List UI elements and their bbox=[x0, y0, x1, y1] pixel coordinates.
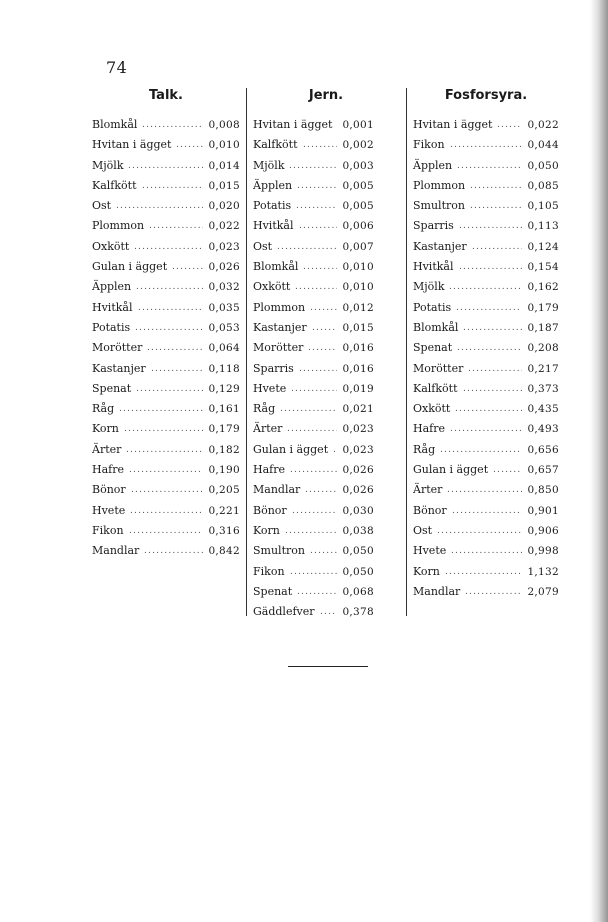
closing-rule bbox=[288, 666, 368, 667]
item-value: 0,208 bbox=[527, 342, 559, 355]
item-name: Ärter bbox=[92, 442, 122, 456]
item-value: 0,182 bbox=[208, 443, 240, 456]
item-value: 0,064 bbox=[208, 342, 240, 355]
item-value: 0,656 bbox=[527, 443, 559, 456]
table-row bbox=[92, 135, 240, 155]
leader-dots bbox=[320, 602, 337, 622]
item-name: Plommon bbox=[253, 300, 306, 314]
item-name: Ost bbox=[92, 199, 112, 213]
column-heading-talk: Talk. bbox=[148, 88, 183, 103]
leader-dots bbox=[456, 298, 522, 318]
item-name: Äpplen bbox=[413, 158, 453, 172]
leader-dots bbox=[452, 501, 522, 521]
table-row bbox=[413, 460, 559, 480]
table-row bbox=[92, 257, 240, 277]
item-name: Spenat bbox=[253, 584, 293, 598]
table-row bbox=[253, 602, 374, 622]
column-heading-jern: Jern. bbox=[308, 88, 344, 103]
item-value: 0,053 bbox=[208, 321, 240, 334]
item-name: Hvitkål bbox=[92, 300, 133, 314]
table-row bbox=[92, 318, 240, 338]
leader-dots bbox=[131, 480, 203, 500]
table-row bbox=[92, 501, 240, 521]
item-value: 0,026 bbox=[208, 261, 240, 274]
leader-dots bbox=[130, 501, 203, 521]
item-name: Råg bbox=[253, 402, 276, 416]
leader-dots bbox=[303, 135, 337, 155]
item-name: Gulan i ägget bbox=[253, 442, 329, 456]
leader-dots bbox=[440, 440, 522, 460]
item-value: 0,050 bbox=[527, 159, 559, 172]
item-name: Mjölk bbox=[92, 158, 124, 172]
leader-dots bbox=[455, 399, 522, 419]
item-value: 0,030 bbox=[342, 504, 374, 517]
table-row bbox=[413, 541, 559, 561]
item-value: 0,162 bbox=[527, 281, 559, 294]
item-value: 0,205 bbox=[208, 484, 240, 497]
leader-dots bbox=[312, 318, 337, 338]
item-name: Äpplen bbox=[92, 280, 132, 294]
leader-dots bbox=[437, 521, 522, 541]
item-value: 0,038 bbox=[342, 524, 374, 537]
leader-dots bbox=[297, 176, 337, 196]
item-name: Blomkål bbox=[413, 320, 459, 334]
table-row bbox=[253, 501, 374, 521]
leader-dots bbox=[459, 216, 522, 236]
item-name: Mjölk bbox=[253, 158, 285, 172]
item-name: Fikon bbox=[92, 523, 124, 537]
item-name: Hvitkål bbox=[253, 219, 294, 233]
table-row bbox=[253, 379, 374, 399]
item-name: Kalfkött bbox=[413, 381, 458, 395]
leader-dots bbox=[463, 379, 522, 399]
item-value: 0,378 bbox=[342, 606, 374, 619]
table-row bbox=[413, 216, 559, 236]
leader-dots bbox=[176, 135, 203, 155]
leader-dots bbox=[497, 115, 522, 135]
item-name: Hafre bbox=[413, 422, 445, 436]
table-row bbox=[253, 257, 374, 277]
page-number: 74 bbox=[106, 58, 128, 77]
column-heading-fosforsyra: Fosforsyra. bbox=[444, 88, 528, 103]
leader-dots bbox=[447, 480, 522, 500]
item-name: Mandlar bbox=[253, 483, 301, 497]
item-name: Kastanjer bbox=[253, 320, 307, 334]
item-value: 0,068 bbox=[342, 585, 374, 598]
item-value: 0,179 bbox=[208, 423, 240, 436]
table-row bbox=[413, 399, 559, 419]
table-row bbox=[253, 399, 374, 419]
leader-dots bbox=[472, 237, 522, 257]
leader-dots bbox=[470, 196, 522, 216]
table-fosforsyra bbox=[413, 115, 559, 602]
item-value: 0,015 bbox=[208, 179, 240, 192]
leader-dots bbox=[333, 440, 337, 460]
item-name: Hvitkål bbox=[413, 260, 454, 274]
leader-dots bbox=[135, 318, 203, 338]
leader-dots bbox=[299, 216, 337, 236]
item-value: 0,435 bbox=[527, 403, 559, 416]
item-name: Gulan i ägget bbox=[92, 260, 168, 274]
leader-dots bbox=[299, 359, 337, 379]
leader-dots bbox=[128, 156, 203, 176]
table-row bbox=[413, 237, 559, 257]
leader-dots bbox=[308, 338, 337, 358]
leader-dots bbox=[290, 460, 337, 480]
item-value: 0,906 bbox=[527, 524, 559, 537]
table-row bbox=[413, 582, 559, 602]
item-value: 0,998 bbox=[527, 545, 559, 558]
leader-dots bbox=[290, 562, 337, 582]
table-row bbox=[413, 359, 559, 379]
item-name: Hvete bbox=[92, 503, 126, 517]
item-value: 0,006 bbox=[342, 220, 374, 233]
table-row bbox=[253, 338, 374, 358]
table-row bbox=[413, 501, 559, 521]
item-value: 0,161 bbox=[208, 403, 240, 416]
item-value: 0,105 bbox=[527, 200, 559, 213]
item-name: Potatis bbox=[253, 199, 292, 213]
item-name: Sparris bbox=[413, 219, 454, 233]
leader-dots bbox=[172, 257, 203, 277]
table-row bbox=[253, 216, 374, 236]
table-row bbox=[253, 318, 374, 338]
item-value: 0,316 bbox=[208, 524, 240, 537]
item-name: Ärter bbox=[413, 483, 443, 497]
table-row bbox=[92, 419, 240, 439]
item-value: 0,026 bbox=[342, 464, 374, 477]
leader-dots bbox=[291, 379, 337, 399]
leader-dots bbox=[449, 277, 522, 297]
item-name: Kastanjer bbox=[413, 239, 467, 253]
item-value: 0,044 bbox=[527, 139, 559, 152]
table-row bbox=[413, 521, 559, 541]
item-name: Kalfkött bbox=[253, 138, 298, 152]
table-row bbox=[92, 480, 240, 500]
item-name: Spenat bbox=[413, 341, 453, 355]
leader-dots bbox=[465, 582, 522, 602]
table-row bbox=[413, 379, 559, 399]
item-name: Råg bbox=[413, 442, 436, 456]
item-value: 0,657 bbox=[527, 464, 559, 477]
item-name: Råg bbox=[92, 402, 115, 416]
item-name: Sparris bbox=[253, 361, 294, 375]
table-row bbox=[253, 156, 374, 176]
leader-dots bbox=[134, 237, 203, 257]
leader-dots bbox=[126, 440, 203, 460]
item-name: Bönor bbox=[253, 503, 287, 517]
table-row bbox=[92, 115, 240, 135]
leader-dots bbox=[445, 562, 522, 582]
item-name: Ost bbox=[253, 239, 273, 253]
item-name: Plommon bbox=[413, 178, 466, 192]
item-name: Mandlar bbox=[92, 544, 140, 558]
item-value: 0,023 bbox=[208, 240, 240, 253]
item-value: 0,023 bbox=[342, 423, 374, 436]
item-name: Hvitan i ägget bbox=[92, 138, 172, 152]
item-value: 0,373 bbox=[527, 382, 559, 395]
table-row bbox=[253, 115, 374, 135]
table-row bbox=[413, 480, 559, 500]
table-row bbox=[253, 196, 374, 216]
item-value: 0,085 bbox=[527, 179, 559, 192]
item-value: 0,010 bbox=[342, 281, 374, 294]
item-value: 0,850 bbox=[527, 484, 559, 497]
table-row bbox=[253, 480, 374, 500]
item-name: Bönor bbox=[413, 503, 447, 517]
item-value: 0,021 bbox=[342, 403, 374, 416]
item-name: Kalfkött bbox=[92, 178, 137, 192]
leader-dots bbox=[116, 196, 203, 216]
item-value: 0,050 bbox=[342, 565, 374, 578]
item-value: 0,016 bbox=[342, 342, 374, 355]
table-row bbox=[92, 237, 240, 257]
item-value: 0,010 bbox=[342, 261, 374, 274]
table-row bbox=[253, 440, 374, 460]
item-name: Plommon bbox=[92, 219, 145, 233]
leader-dots bbox=[142, 115, 203, 135]
item-name: Hafre bbox=[92, 463, 124, 477]
leader-dots bbox=[457, 338, 522, 358]
table-row bbox=[92, 216, 240, 236]
item-value: 0,020 bbox=[208, 200, 240, 213]
table-row bbox=[92, 541, 240, 561]
leader-dots bbox=[459, 257, 522, 277]
page-edge-shadow bbox=[590, 0, 608, 922]
table-row bbox=[92, 440, 240, 460]
item-name: Blomkål bbox=[253, 260, 299, 274]
table-row bbox=[413, 156, 559, 176]
table-row bbox=[253, 359, 374, 379]
item-value: 0,015 bbox=[342, 321, 374, 334]
item-name: Potatis bbox=[92, 320, 131, 334]
table-row bbox=[92, 521, 240, 541]
item-name: Potatis bbox=[413, 300, 452, 314]
item-value: 0,003 bbox=[342, 159, 374, 172]
leader-dots bbox=[151, 359, 203, 379]
item-value: 0,012 bbox=[342, 301, 374, 314]
item-value: 0,032 bbox=[208, 281, 240, 294]
item-value: 0,901 bbox=[527, 504, 559, 517]
table-row bbox=[92, 298, 240, 318]
table-row bbox=[253, 135, 374, 155]
table-row bbox=[92, 196, 240, 216]
item-value: 0,221 bbox=[208, 504, 240, 517]
column-divider-left bbox=[246, 88, 247, 616]
table-row bbox=[413, 135, 559, 155]
leader-dots bbox=[285, 521, 337, 541]
item-name: Gäddlefver bbox=[253, 605, 315, 619]
leader-dots bbox=[277, 237, 337, 257]
item-name: Hafre bbox=[253, 463, 285, 477]
leader-dots bbox=[451, 541, 522, 561]
item-value: 0,008 bbox=[208, 119, 240, 131]
table-row bbox=[413, 419, 559, 439]
item-name: Morötter bbox=[253, 341, 304, 355]
item-value: 0,187 bbox=[527, 321, 559, 334]
leader-dots bbox=[138, 298, 203, 318]
table-row bbox=[413, 298, 559, 318]
leader-dots bbox=[129, 521, 203, 541]
leader-dots bbox=[289, 156, 337, 176]
item-value: 0,113 bbox=[527, 220, 559, 233]
leader-dots bbox=[468, 359, 522, 379]
item-name: Korn bbox=[92, 422, 119, 436]
item-name: Smultron bbox=[253, 544, 305, 558]
leader-dots bbox=[305, 480, 337, 500]
item-value: 0,002 bbox=[342, 139, 374, 152]
item-name: Mandlar bbox=[413, 584, 461, 598]
table-row bbox=[253, 176, 374, 196]
leader-dots bbox=[450, 135, 522, 155]
leader-dots bbox=[303, 257, 337, 277]
item-value: 0,016 bbox=[342, 362, 374, 375]
table-row bbox=[92, 460, 240, 480]
item-name: Smultron bbox=[413, 199, 465, 213]
table-row bbox=[253, 298, 374, 318]
table-row bbox=[413, 440, 559, 460]
item-value: 0,124 bbox=[527, 240, 559, 253]
item-value: 0,007 bbox=[342, 240, 374, 253]
item-name: Äpplen bbox=[253, 178, 293, 192]
item-name: Fikon bbox=[413, 138, 445, 152]
item-name: Ost bbox=[413, 523, 433, 537]
leader-dots bbox=[129, 460, 203, 480]
table-row bbox=[253, 237, 374, 257]
item-name: Blomkål bbox=[92, 118, 138, 131]
table-row bbox=[253, 277, 374, 297]
item-name: Korn bbox=[253, 523, 280, 537]
leader-dots bbox=[136, 379, 203, 399]
table-talk bbox=[92, 115, 240, 562]
table-row bbox=[413, 257, 559, 277]
item-name: Ärter bbox=[253, 422, 283, 436]
leader-dots bbox=[280, 399, 337, 419]
item-name: Spenat bbox=[92, 381, 132, 395]
item-value: 0,842 bbox=[208, 545, 240, 558]
item-value: 0,050 bbox=[342, 545, 374, 558]
leader-dots bbox=[142, 176, 203, 196]
item-value: 0,019 bbox=[342, 382, 374, 395]
item-name: Kastanjer bbox=[92, 361, 146, 375]
table-row bbox=[413, 176, 559, 196]
item-name: Bönor bbox=[92, 483, 126, 497]
table-row bbox=[92, 379, 240, 399]
item-value: 0,001 bbox=[342, 119, 374, 131]
item-name: Korn bbox=[413, 564, 440, 578]
leader-dots bbox=[144, 541, 203, 561]
table-row bbox=[413, 562, 559, 582]
table-row bbox=[92, 338, 240, 358]
leader-dots bbox=[296, 196, 337, 216]
item-name: Oxkött bbox=[413, 402, 451, 416]
item-name: Oxkött bbox=[92, 239, 130, 253]
item-value: 0,005 bbox=[342, 200, 374, 213]
item-value: 2,079 bbox=[527, 585, 559, 598]
leader-dots bbox=[463, 318, 522, 338]
item-value: 0,217 bbox=[527, 362, 559, 375]
table-row bbox=[253, 460, 374, 480]
leader-dots bbox=[310, 541, 337, 561]
table-row bbox=[92, 156, 240, 176]
table-row bbox=[413, 277, 559, 297]
item-name: Gulan i ägget bbox=[413, 463, 489, 477]
item-value: 0,035 bbox=[208, 301, 240, 314]
leader-dots bbox=[493, 460, 522, 480]
item-value: 0,022 bbox=[527, 119, 559, 131]
item-name: Morötter bbox=[413, 361, 464, 375]
item-name: Hvitan i ägget bbox=[253, 118, 333, 131]
leader-dots bbox=[149, 216, 203, 236]
item-value: 0,118 bbox=[208, 362, 240, 375]
item-name: Oxkött bbox=[253, 280, 291, 294]
item-value: 0,005 bbox=[342, 179, 374, 192]
leader-dots bbox=[295, 277, 337, 297]
leader-dots bbox=[450, 419, 522, 439]
item-value: 0,023 bbox=[342, 443, 374, 456]
leader-dots bbox=[147, 338, 203, 358]
item-value: 0,154 bbox=[527, 261, 559, 274]
item-name: Hvitan i ägget bbox=[413, 118, 493, 131]
table-row bbox=[253, 582, 374, 602]
item-value: 0,129 bbox=[208, 382, 240, 395]
leader-dots bbox=[457, 156, 522, 176]
table-row bbox=[92, 176, 240, 196]
table-row bbox=[253, 419, 374, 439]
item-name: Mjölk bbox=[413, 280, 445, 294]
leader-dots bbox=[119, 399, 203, 419]
leader-dots bbox=[470, 176, 522, 196]
table-row bbox=[253, 541, 374, 561]
table-row bbox=[413, 318, 559, 338]
table-row bbox=[92, 399, 240, 419]
item-value: 0,014 bbox=[208, 159, 240, 172]
table-jern bbox=[253, 115, 374, 622]
item-name: Morötter bbox=[92, 341, 143, 355]
item-value: 0,179 bbox=[527, 301, 559, 314]
table-row bbox=[413, 338, 559, 358]
item-value: 0,010 bbox=[208, 139, 240, 152]
leader-dots bbox=[136, 277, 203, 297]
item-name: Fikon bbox=[253, 564, 285, 578]
table-row bbox=[413, 115, 559, 135]
leader-dots bbox=[297, 582, 337, 602]
item-name: Hvete bbox=[253, 381, 287, 395]
item-value: 0,022 bbox=[208, 220, 240, 233]
item-value: 0,026 bbox=[342, 484, 374, 497]
table-row bbox=[253, 521, 374, 541]
table-row bbox=[413, 196, 559, 216]
item-value: 0,493 bbox=[527, 423, 559, 436]
table-row bbox=[92, 277, 240, 297]
table-row bbox=[253, 562, 374, 582]
item-name: Hvete bbox=[413, 544, 447, 558]
leader-dots bbox=[310, 298, 337, 318]
column-divider-right bbox=[406, 88, 407, 616]
item-value: 0,190 bbox=[208, 464, 240, 477]
table-row bbox=[92, 359, 240, 379]
leader-dots bbox=[292, 501, 337, 521]
leader-dots bbox=[124, 419, 203, 439]
leader-dots bbox=[287, 419, 337, 439]
item-value: 1,132 bbox=[527, 565, 559, 578]
